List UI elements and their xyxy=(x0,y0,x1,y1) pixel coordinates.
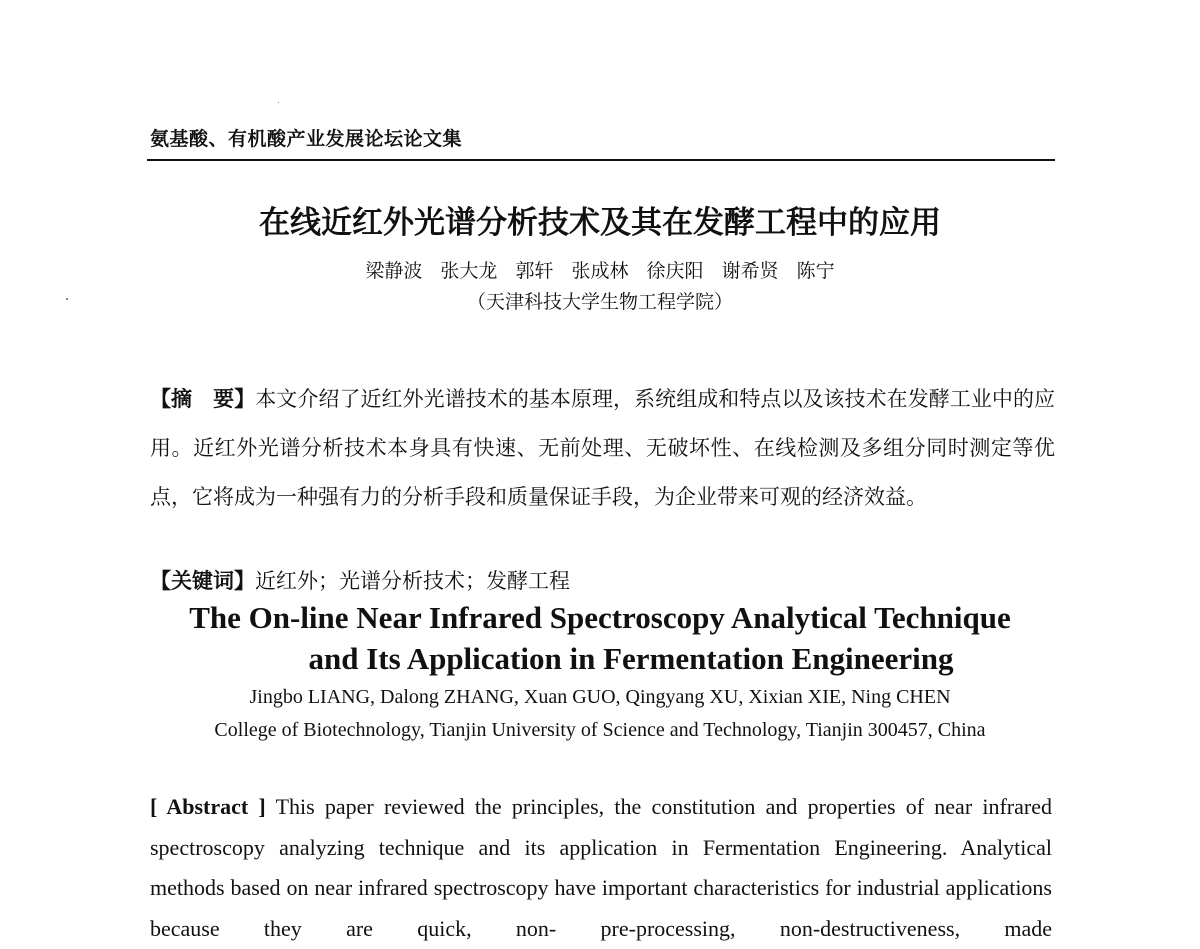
chinese-keywords-text: 近红外；光谱分析技术；发酵工程 xyxy=(255,569,570,593)
scan-speck xyxy=(66,298,68,300)
english-abstract xyxy=(150,787,1052,949)
scan-speck xyxy=(278,102,279,103)
english-title-line-2: and Its Application in Fermentation Engineering xyxy=(308,641,954,676)
english-affiliation: College of Biotechnology, Tianjin University of Science and Technology, Tianjin 300457, China xyxy=(214,719,986,741)
chinese-keywords xyxy=(150,565,1055,595)
chinese-authors: 梁静波 张大龙 郭轩 张成林 徐庆阳 谢希贤 陈宁 xyxy=(365,260,835,282)
running-header: 氨基酸、有机酸产业发展论坛论文集 xyxy=(150,128,463,150)
english-authors: Jingbo LIANG, Dalong ZHANG, Xuan GUO, Qingyang XU, Xixian XIE, Ning CHEN xyxy=(249,686,951,708)
chinese-affiliation: （天津科技大学生物工程学院） xyxy=(466,291,733,313)
chinese-abstract-label: 【摘 要】 xyxy=(150,386,256,411)
chinese-title: 在线近红外光谱分析技术及其在发酵工程中的应用 xyxy=(259,205,941,241)
english-title-line-1: The On-line Near Infrared Spectroscopy Analytical Technique xyxy=(189,600,1011,635)
english-abstract-label: [ Abstract ] xyxy=(150,794,266,819)
header-rule xyxy=(147,159,1055,161)
english-abstract-text: This paper reviewed the principles, the constitution and properties of near infrared spectroscopy analyzing technique and its application in Fermentation Engineering. Analytical methods based on near infrared spectroscopy have important characteristics for industrial applications because they are quick, non- pre-processing, non-destructiveness, made xyxy=(150,794,1052,941)
chinese-keywords-label: 【关键词】 xyxy=(150,568,255,593)
chinese-abstract xyxy=(150,374,1055,522)
chinese-abstract-text: 本文介绍了近红外光谱技术的基本原理，系统组成和特点以及该技术在发酵工业中的应用。近红外光谱分析技术本身具有快速、无前处理、无破坏性、在线检测及多组分同时测定等优点，它将成为一种强有力的分析手段和质量保证手段，为企业带来可观的经济效益。 xyxy=(150,387,1056,509)
